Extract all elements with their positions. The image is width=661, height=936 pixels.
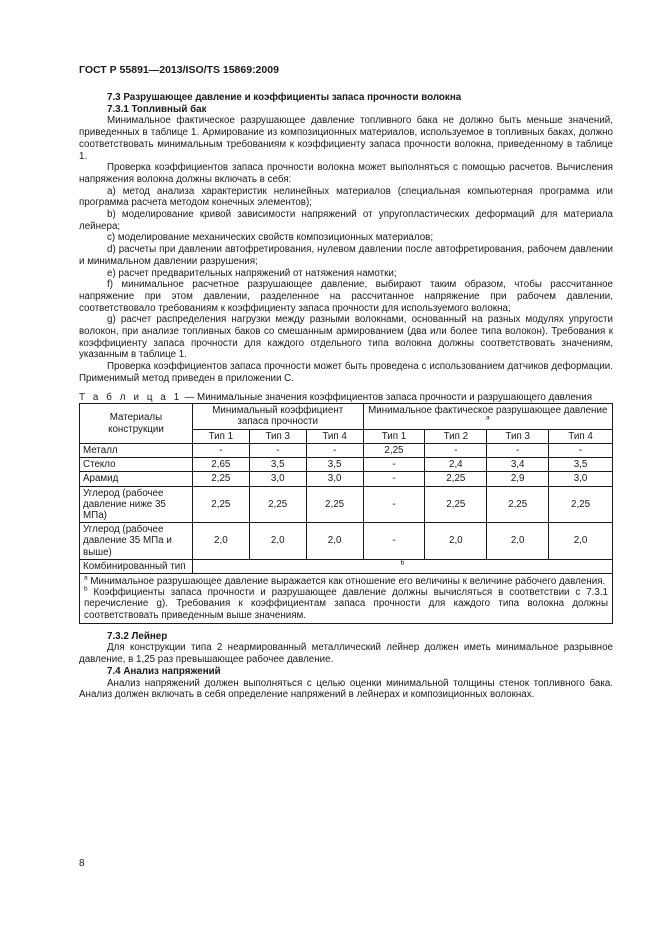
value-cell: 2,9 bbox=[487, 472, 549, 486]
safety-type-header: Тип 1 bbox=[192, 429, 249, 443]
section-7-3-title: 7.3 Разрушающее давление и коэффициенты запаса прочности волокна bbox=[107, 92, 462, 103]
value-cell: 2,25 bbox=[487, 486, 549, 523]
list-item-b: b) моделирование кривой зависимости напряжений от упругопластических деформаций для материала лейнера; bbox=[79, 209, 613, 232]
section-7-3-2-title: 7.3.2 Лейнер bbox=[107, 630, 168, 642]
material-cell: Металл bbox=[80, 443, 193, 457]
value-cell: 3,5 bbox=[306, 458, 363, 472]
footnote-a-text: Минимальное разрушающее давление выражается как отношение его величины к величине рабочего давления. bbox=[87, 575, 606, 587]
list-item-e: e) расчет предварительных напряжений от натяжения намотки; bbox=[107, 267, 397, 279]
value-cell: 2,65 bbox=[192, 458, 249, 472]
value-cell: 2,25 bbox=[425, 472, 487, 486]
table-caption bbox=[79, 392, 613, 404]
value-cell: 3,0 bbox=[549, 472, 613, 486]
material-cell: Стекло bbox=[80, 458, 193, 472]
section-7-4-title: 7.4 Анализ напряжений bbox=[107, 665, 221, 677]
list-item-d: d) расчеты при давлении автофретирования, нулевом давлении после автофретирования, рабочем давлении и минимальном давлении разрушения; bbox=[79, 244, 613, 267]
value-cell: 3,5 bbox=[249, 458, 306, 472]
table-row bbox=[80, 486, 613, 523]
value-cell: - bbox=[549, 443, 613, 457]
combined-note-cell bbox=[192, 559, 612, 573]
footnote-b bbox=[84, 587, 608, 621]
safety-type-header: Тип 3 bbox=[249, 429, 306, 443]
header-safety-factor: Минимальный коэффициент запаса прочности bbox=[192, 404, 363, 429]
list-item-f: f) минимальное расчетное разрушающее давление, выбирают таким образом, чтобы рассчитанное напряжение при этом давлении, разделенное на рассчитанное напряжение при рабочем давлении, соответствовало требованиям к коэффициенту запаса прочности для используемого волокна; bbox=[79, 279, 613, 314]
value-cell: 2,25 bbox=[306, 486, 363, 523]
footnote-mark-a: a bbox=[485, 415, 490, 423]
footnote-b-mark: b bbox=[84, 585, 88, 593]
value-cell: 3,0 bbox=[306, 472, 363, 486]
value-cell: - bbox=[363, 523, 425, 560]
value-cell: - bbox=[306, 443, 363, 457]
value-cell: - bbox=[487, 443, 549, 457]
burst-type-header: Тип 3 bbox=[487, 429, 549, 443]
list-item-a: a) метод анализа характеристик нелинейных материалов (специальная компьютерная программа или программа расчета методом конечных элементов); bbox=[79, 185, 613, 209]
value-cell: - bbox=[425, 443, 487, 457]
value-cell: 2,0 bbox=[192, 523, 249, 560]
value-cell: 3,5 bbox=[549, 458, 613, 472]
section-7-3-1-title: 7.3.1 Топливный бак bbox=[107, 103, 207, 115]
value-cell: 2,25 bbox=[425, 486, 487, 523]
footnote-a bbox=[84, 576, 608, 587]
table-row bbox=[80, 523, 613, 560]
value-cell: - bbox=[363, 472, 425, 486]
paragraph: Анализ напряжений должен выполняться с целью оценки минимальной толщины стенок топливного бака. Анализ должен включать в себя определение напряжений в лейнерах и композиционных волокнах. bbox=[79, 677, 613, 701]
safety-type-header: Тип 4 bbox=[306, 429, 363, 443]
table-notes bbox=[80, 573, 613, 623]
page-number: 8 bbox=[79, 858, 85, 869]
burst-type-header: Тип 1 bbox=[363, 429, 425, 443]
value-cell: - bbox=[249, 443, 306, 457]
footnote-a-mark: a bbox=[84, 574, 88, 582]
value-cell: 2,25 bbox=[549, 486, 613, 523]
paragraph: Проверка коэффициентов запаса прочности волокна может выполняться с помощью расчетов. Вычисления напряжения волокна должны включать в себя: bbox=[79, 162, 613, 185]
value-cell: 2,0 bbox=[249, 523, 306, 560]
table-row bbox=[80, 458, 613, 472]
value-cell: 2,4 bbox=[425, 458, 487, 472]
list-item-g: g) расчет распределения нагрузки между разными волокнами, основанный на разных модулях упругости волокон, при анализе топливных баков со смешанным армированием (два или более типа волокон). Требования к коэффициенту запаса прочности для каждого отдельного типа волокна должны соответствовать значениям, указанным в таблице 1. bbox=[79, 314, 613, 361]
paragraph: Для конструкции типа 2 неармированный металлический лейнер должен иметь минимальное разрывное давление, в 1,25 раз превышающее рабочее давление. bbox=[79, 642, 613, 666]
table-row bbox=[80, 443, 613, 457]
burst-type-header: Тип 4 bbox=[549, 429, 613, 443]
value-cell: 2,0 bbox=[549, 523, 613, 560]
value-cell: 3,0 bbox=[249, 472, 306, 486]
table-row-combined bbox=[80, 559, 613, 573]
safety-factor-table bbox=[79, 403, 613, 623]
document-header: ГОСТ Р 55891—2013/ISO/TS 15869:2009 bbox=[79, 64, 279, 76]
value-cell: - bbox=[363, 458, 425, 472]
paragraph: Минимальное фактическое разрушающее давление топливного бака не должно быть меньше значений, приведенных в таблице 1. Армирование из композиционных материалов, используемое в топливных баках, должно соответствовать минимальным требованиям к коэффициенту запаса прочности волокна, приведенному в таблице 1. bbox=[79, 115, 613, 162]
value-cell: - bbox=[363, 486, 425, 523]
burst-type-header: Тип 2 bbox=[425, 429, 487, 443]
value-cell: 2,25 bbox=[249, 486, 306, 523]
footnote-b-text: Коэффициенты запаса прочности и разрушающее давление должны вычисляться в соответствии с 7.3.1 перечисление g). Требования к коэффициентам запаса прочности для каждого типа волокна должны соответствовать приведенным выше значениям. bbox=[84, 587, 608, 621]
header-burst-pressure-text: Минимальное фактическое разрушающее давление bbox=[368, 405, 608, 417]
material-cell: Углерод (рабочее давление ниже 35 МПа) bbox=[80, 486, 193, 523]
value-cell: 2,0 bbox=[306, 523, 363, 560]
value-cell: 2,0 bbox=[487, 523, 549, 560]
value-cell: 3,4 bbox=[487, 458, 549, 472]
value-cell: 2,25 bbox=[192, 486, 249, 523]
table-caption-label: Т а б л и ц а 1 bbox=[79, 391, 182, 403]
table-caption-text: — Минимальные значения коэффициентов запаса прочности и разрушающего давления bbox=[181, 391, 592, 403]
material-cell: Углерод (рабочее давление 35 МПа и выше) bbox=[80, 523, 193, 560]
material-cell: Комбинированный тип bbox=[80, 559, 193, 573]
header-materials: Материалы конструкции bbox=[80, 404, 193, 444]
page-content bbox=[79, 92, 613, 701]
table-row bbox=[80, 472, 613, 486]
value-cell: 2,25 bbox=[363, 443, 425, 457]
material-cell: Арамид bbox=[80, 472, 193, 486]
footnote-mark-b: b bbox=[400, 559, 405, 567]
value-cell: 2,0 bbox=[425, 523, 487, 560]
paragraph: Проверка коэффициентов запаса прочности может быть проведена с использованием датчиков деформации. Применимый метод приведен в приложении С. bbox=[79, 361, 613, 384]
value-cell: 2,25 bbox=[192, 472, 249, 486]
list-item-c: c) моделирование механических свойств композиционных материалов; bbox=[107, 232, 434, 244]
header-burst-pressure bbox=[363, 404, 612, 429]
value-cell: - bbox=[192, 443, 249, 457]
